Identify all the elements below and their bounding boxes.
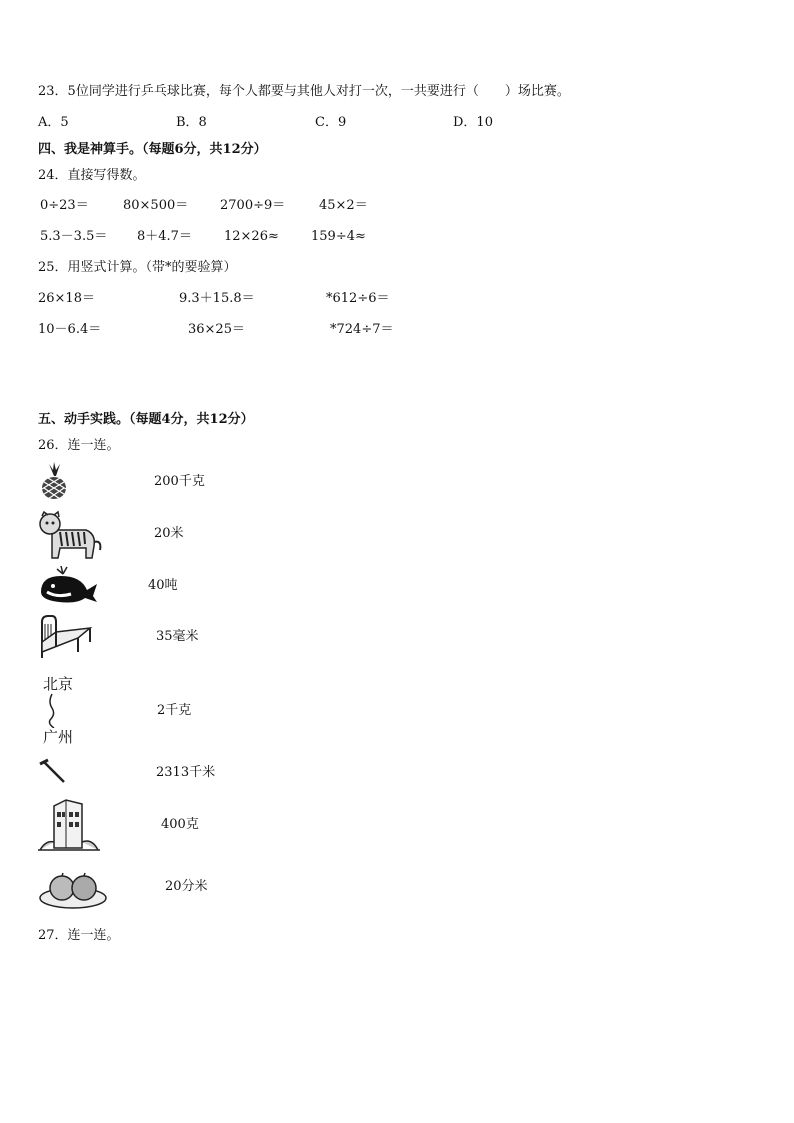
q23-text: 23．5位同学进行乒乓球比赛，每个人都要与其他人对打一次，一共要进行（ ）场比赛。: [38, 84, 570, 99]
unit-4: 35毫米: [156, 629, 199, 644]
q27-text: 27．连一连。: [38, 928, 120, 943]
building-icon: [38, 796, 100, 852]
whale-icon: [37, 564, 99, 604]
q25-r2-c2: 36×25＝: [188, 322, 245, 337]
q24-r2-c1: 5.3－3.5＝: [40, 229, 108, 244]
unit-7: 400克: [161, 817, 199, 832]
map-label-beijing: 北京: [43, 675, 74, 693]
q23-option-c: C．9: [315, 115, 347, 130]
q24-r1-c1: 0÷23＝: [40, 198, 89, 213]
bed-icon: [38, 612, 94, 660]
map-label-guangzhou: 广州: [43, 728, 74, 746]
q24-r1-c3: 2700÷9＝: [220, 198, 286, 213]
q24-r2-c3: 12×26≈: [224, 229, 279, 244]
tiger-icon: [38, 510, 102, 560]
unit-8: 20分米: [165, 879, 208, 894]
q24-text: 24．直接写得数。: [38, 168, 146, 183]
unit-6: 2313千米: [156, 765, 216, 780]
q23-option-d: D．10: [453, 115, 493, 130]
q25-text: 25．用竖式计算。（带*的要验算）: [38, 260, 237, 275]
q24-r1-c2: 80×500＝: [123, 198, 189, 213]
q24-r1-c4: 45×2＝: [319, 198, 368, 213]
q25-r1-c2: 9.3＋15.8＝: [179, 291, 255, 306]
section4-title: 四、我是神算手。（每题6分，共12分）: [38, 142, 267, 157]
oranges-plate-icon: [38, 866, 108, 910]
q25-r2-c3: *724÷7＝: [330, 322, 394, 337]
q25-r1-c3: *612÷6＝: [326, 291, 390, 306]
unit-1: 200千克: [154, 474, 205, 489]
unit-5: 2千克: [157, 703, 192, 718]
q23-option-b: B．8: [176, 115, 207, 130]
q23-option-a: A．5: [38, 115, 69, 130]
q25-r2-c1: 10－6.4＝: [38, 322, 102, 337]
pineapple-icon: [37, 462, 71, 500]
section5-title: 五、动手实践。（每题4分，共12分）: [38, 412, 254, 427]
q24-r2-c4: 159÷4≈: [311, 229, 366, 244]
q24-r2-c2: 8＋4.7＝: [137, 229, 192, 244]
q26-text: 26．连一连。: [38, 438, 120, 453]
unit-2: 20米: [154, 526, 184, 541]
route-line-icon: [40, 692, 80, 728]
nail-icon: [38, 758, 68, 784]
q25-r1-c1: 26×18＝: [38, 291, 95, 306]
unit-3: 40吨: [148, 578, 178, 593]
